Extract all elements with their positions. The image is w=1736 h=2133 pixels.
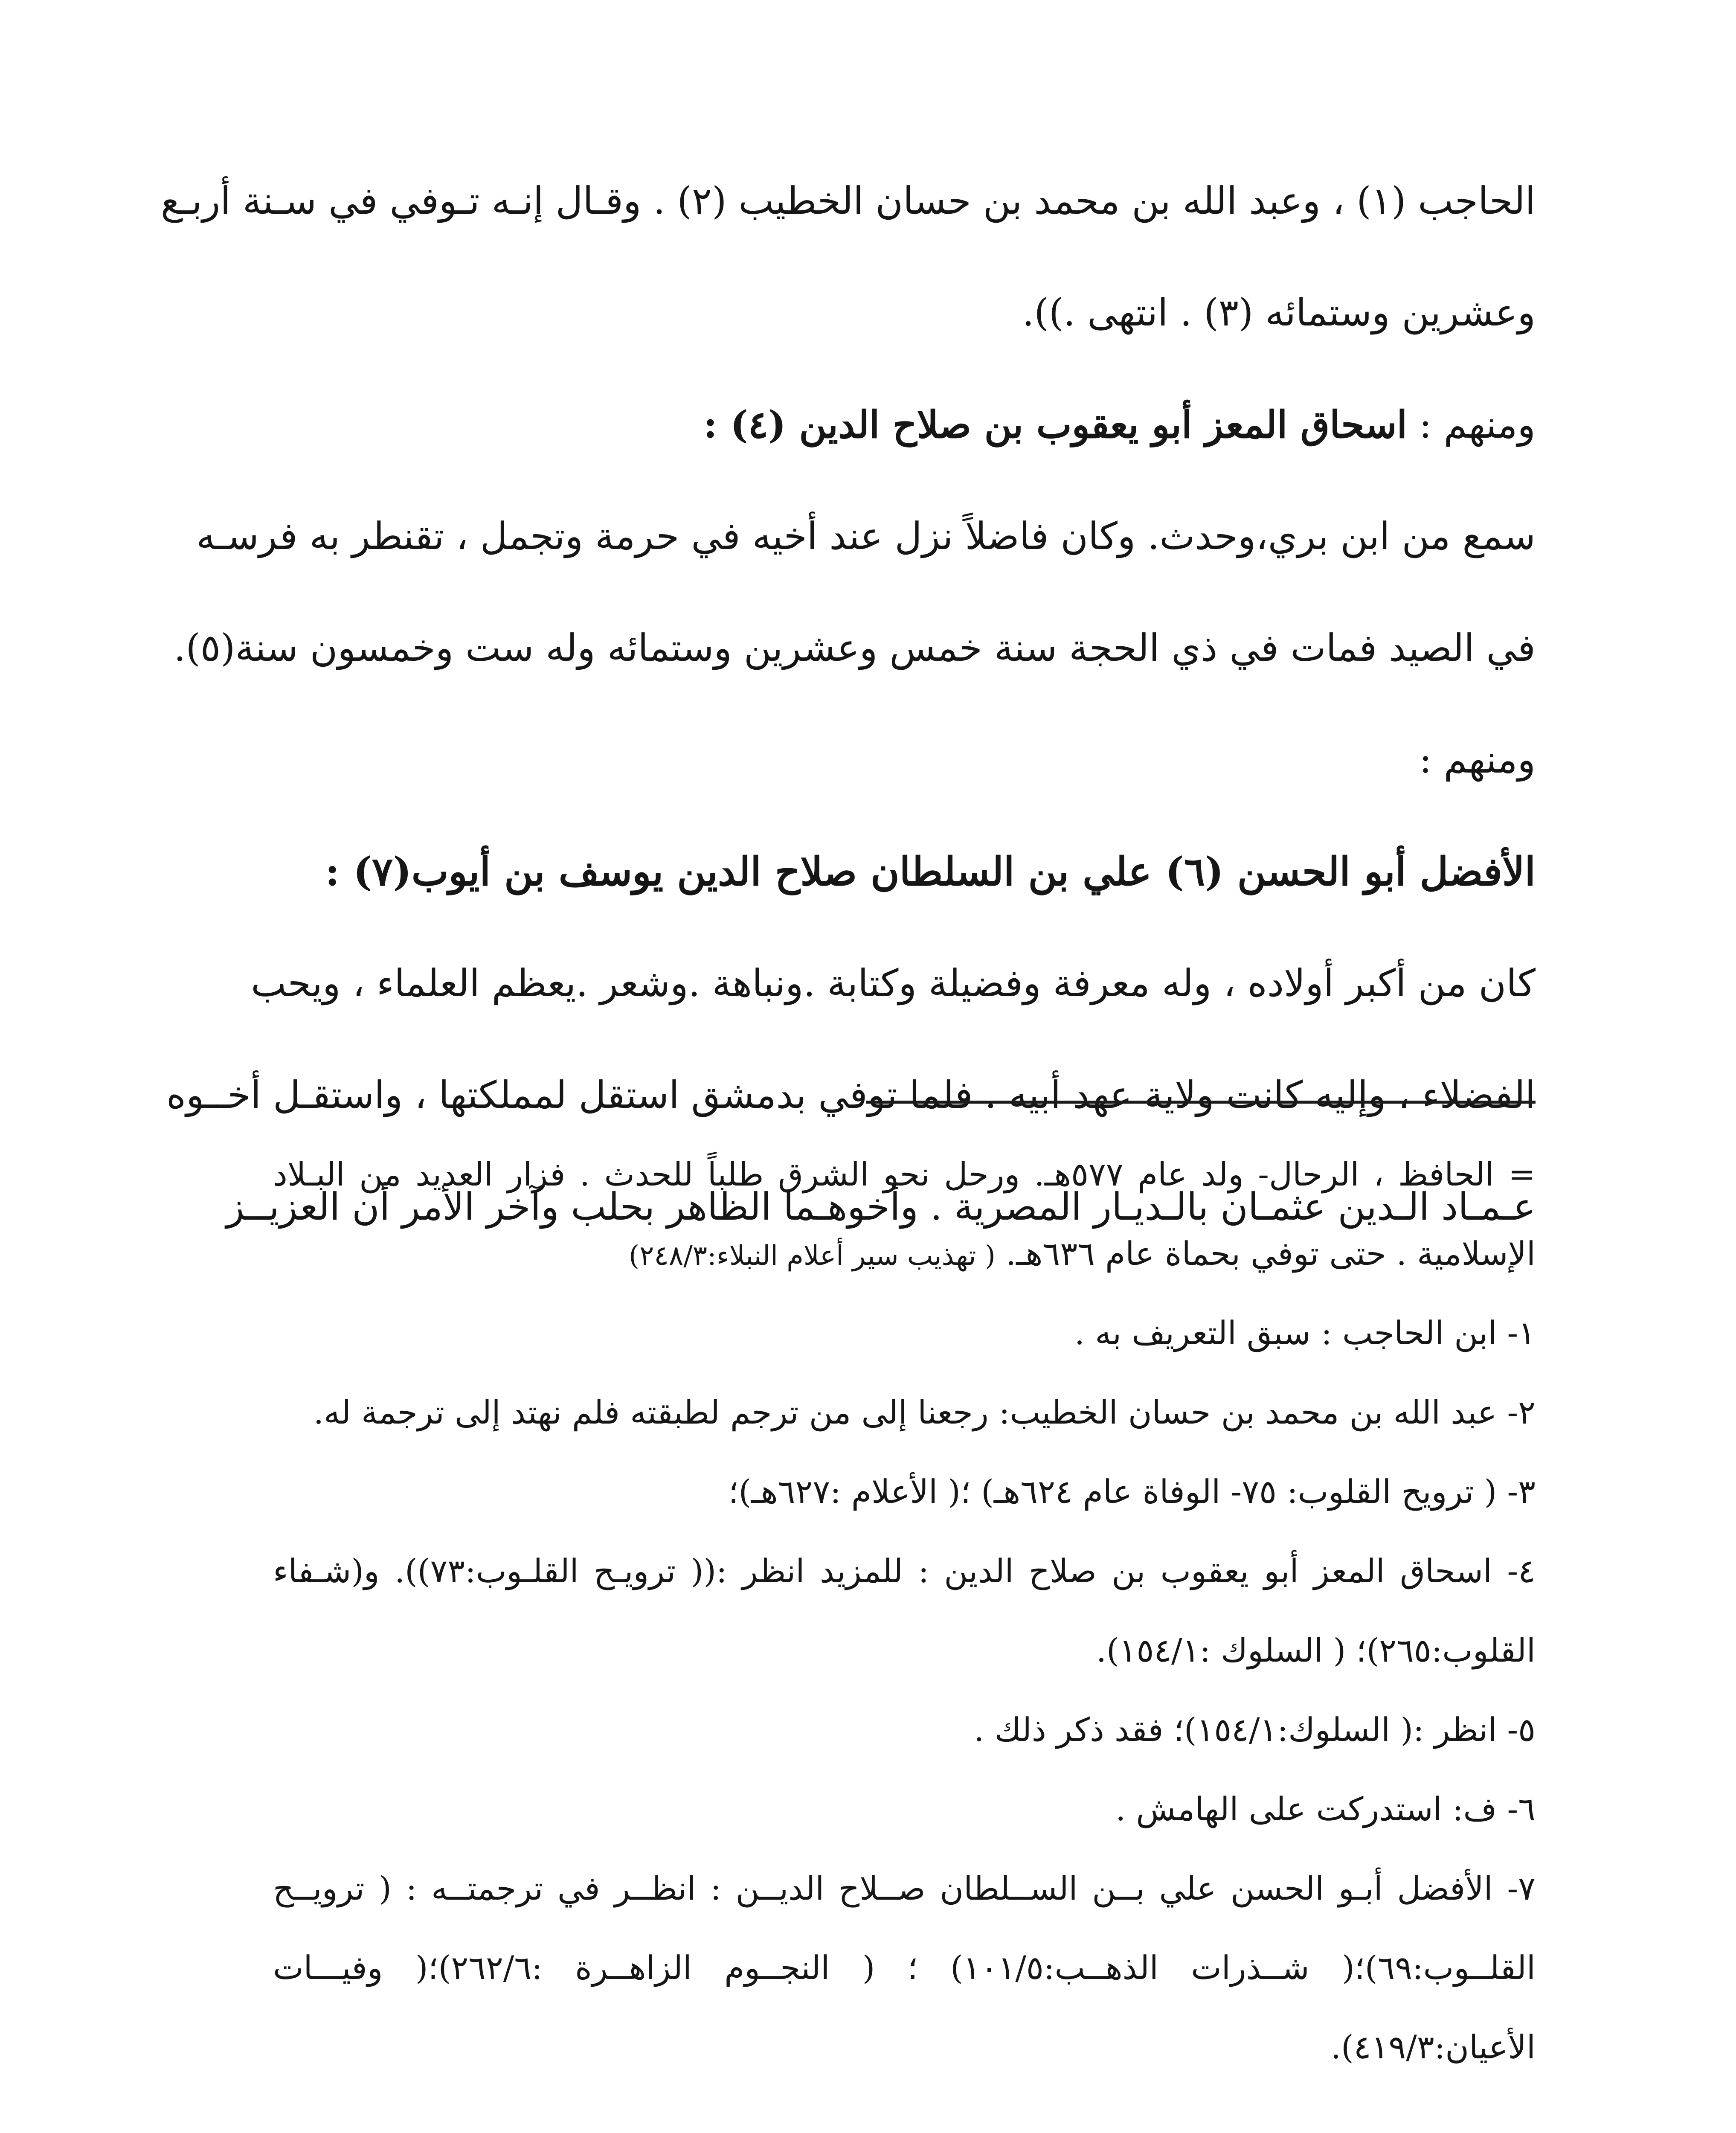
body-line-1: الحاجب (١) ، وعبد الله بن محمد بن حسان الخطيب (٢) . وقـال إنـه تـوفي في سـنة أربـع [160, 179, 1536, 223]
footnote-continuation-2 [273, 1214, 1536, 1293]
main-body-text [160, 145, 1536, 1263]
section-heading-afdal: الأفضل أبو الحسن (٦) علي بن السلطان صلاح الدين يوسف بن أيوب(٧) : [325, 849, 1536, 895]
body-line-4: سمع من ابن بري،وحدث. وكان فاضلاً نزل عند أخيه في حرمة وتجمل ، تقنطر به فرسـه [196, 514, 1536, 558]
footnote-7-line-3: الأعيان:٤١٩/٣). [1330, 2028, 1536, 2066]
body-line-6: ومنهم : [1419, 738, 1536, 782]
footnote-7-line-1: ٧- الأفضل أبـو الحسن علي بــن الســلطان صــلاح الديــن : انظــر في ترجمتــه : ( ترويــح [273, 1869, 1536, 1907]
body-line-10: عـمـاد الـدين عثمـان بالـديـار المصرية . وأخوهـما الظاهر بحلب وآخر الأمر أن العزيــز [226, 1185, 1536, 1229]
footnote-1: ١- ابن الحاجب : سبق التعريف به . [1074, 1314, 1536, 1352]
footnote-continuation-2-reference: ( تهذيب سير أعلام النبلاء:٢٤٨/٣) [629, 1240, 996, 1272]
footnote-5: ٥- انظر :( السلوك:١٥٤/١)؛ فقد ذكر ذلك . [974, 1711, 1536, 1749]
body-line-9: الفضلاء ، وإليه كانت ولاية عهد أبيه . فلما توفي بدمشق استقل لمملكتها ، واستقـل أخــوه [166, 1073, 1536, 1117]
footnotes [226, 1135, 1536, 2087]
footnote-continuation-2-main: الإسلامية . حتى توفي بحماة عام ٦٣٦هـ. [995, 1235, 1536, 1273]
footnote-6: ٦- ف: استدركت على الهامش . [1115, 1790, 1536, 1828]
body-line-2: وعشرين وستمائه (٣) . انتهى .)). [1022, 291, 1536, 334]
heading-name-ishaq: اسحاق المعز أبو يعقوب بن صلاح الدين (٤) : [703, 402, 1408, 447]
body-line-5: في الصيد فمات في ذي الحجة سنة خمس وعشرين وستمائه وله ست وخمسون سنة(٥). [174, 626, 1536, 670]
footnote-2: ٢- عبد الله بن محمد بن حسان الخطيب: رجعنا إلى من ترجم لطبقته فلم نهتد إلى ترجمة له. [313, 1393, 1536, 1431]
footnote-7-line-2: القلــوب:٦٩)؛( شــذرات الذهــب:١٠١/٥) ؛ ( النجــوم الزاهــرة :٢٦٢/٦)؛( وفيـــات [273, 1949, 1536, 1987]
footnote-3: ٣- ( ترويح القلوب: ٧٥- الوفاة عام ٦٢٤هـ) ؛( الأعلام :٦٢٧هـ)؛ [728, 1473, 1536, 1511]
section-heading-ishaq [273, 369, 1536, 480]
body-line-8: كان من أكبر أولاده ، وله معرفة وفضيلة وكتابة .ونباهة .وشعر .يعظم العلماء ، ويحب [251, 961, 1536, 1005]
footnote-continuation-1: = الحافظ ، الرحال- ولد عام ٥٧٧هـ. ورحل نحو الشرق طلباً للحدث . فزار العديد من البـلاد [273, 1155, 1536, 1193]
heading-prefix: ومنهم : [1407, 403, 1536, 447]
footnote-4-line-2: القلوب:٢٦٥)؛ ( السلوك :١٥٤/١). [1096, 1631, 1536, 1669]
footnote-4-line-1: ٤- اسحاق المعز أبو يعقوب بن صلاح الدين : للمزيد انظر :(( ترويـح القلـوب:٧٣)). و(شـفاء [273, 1552, 1536, 1590]
footnote-divider [866, 1101, 1536, 1104]
